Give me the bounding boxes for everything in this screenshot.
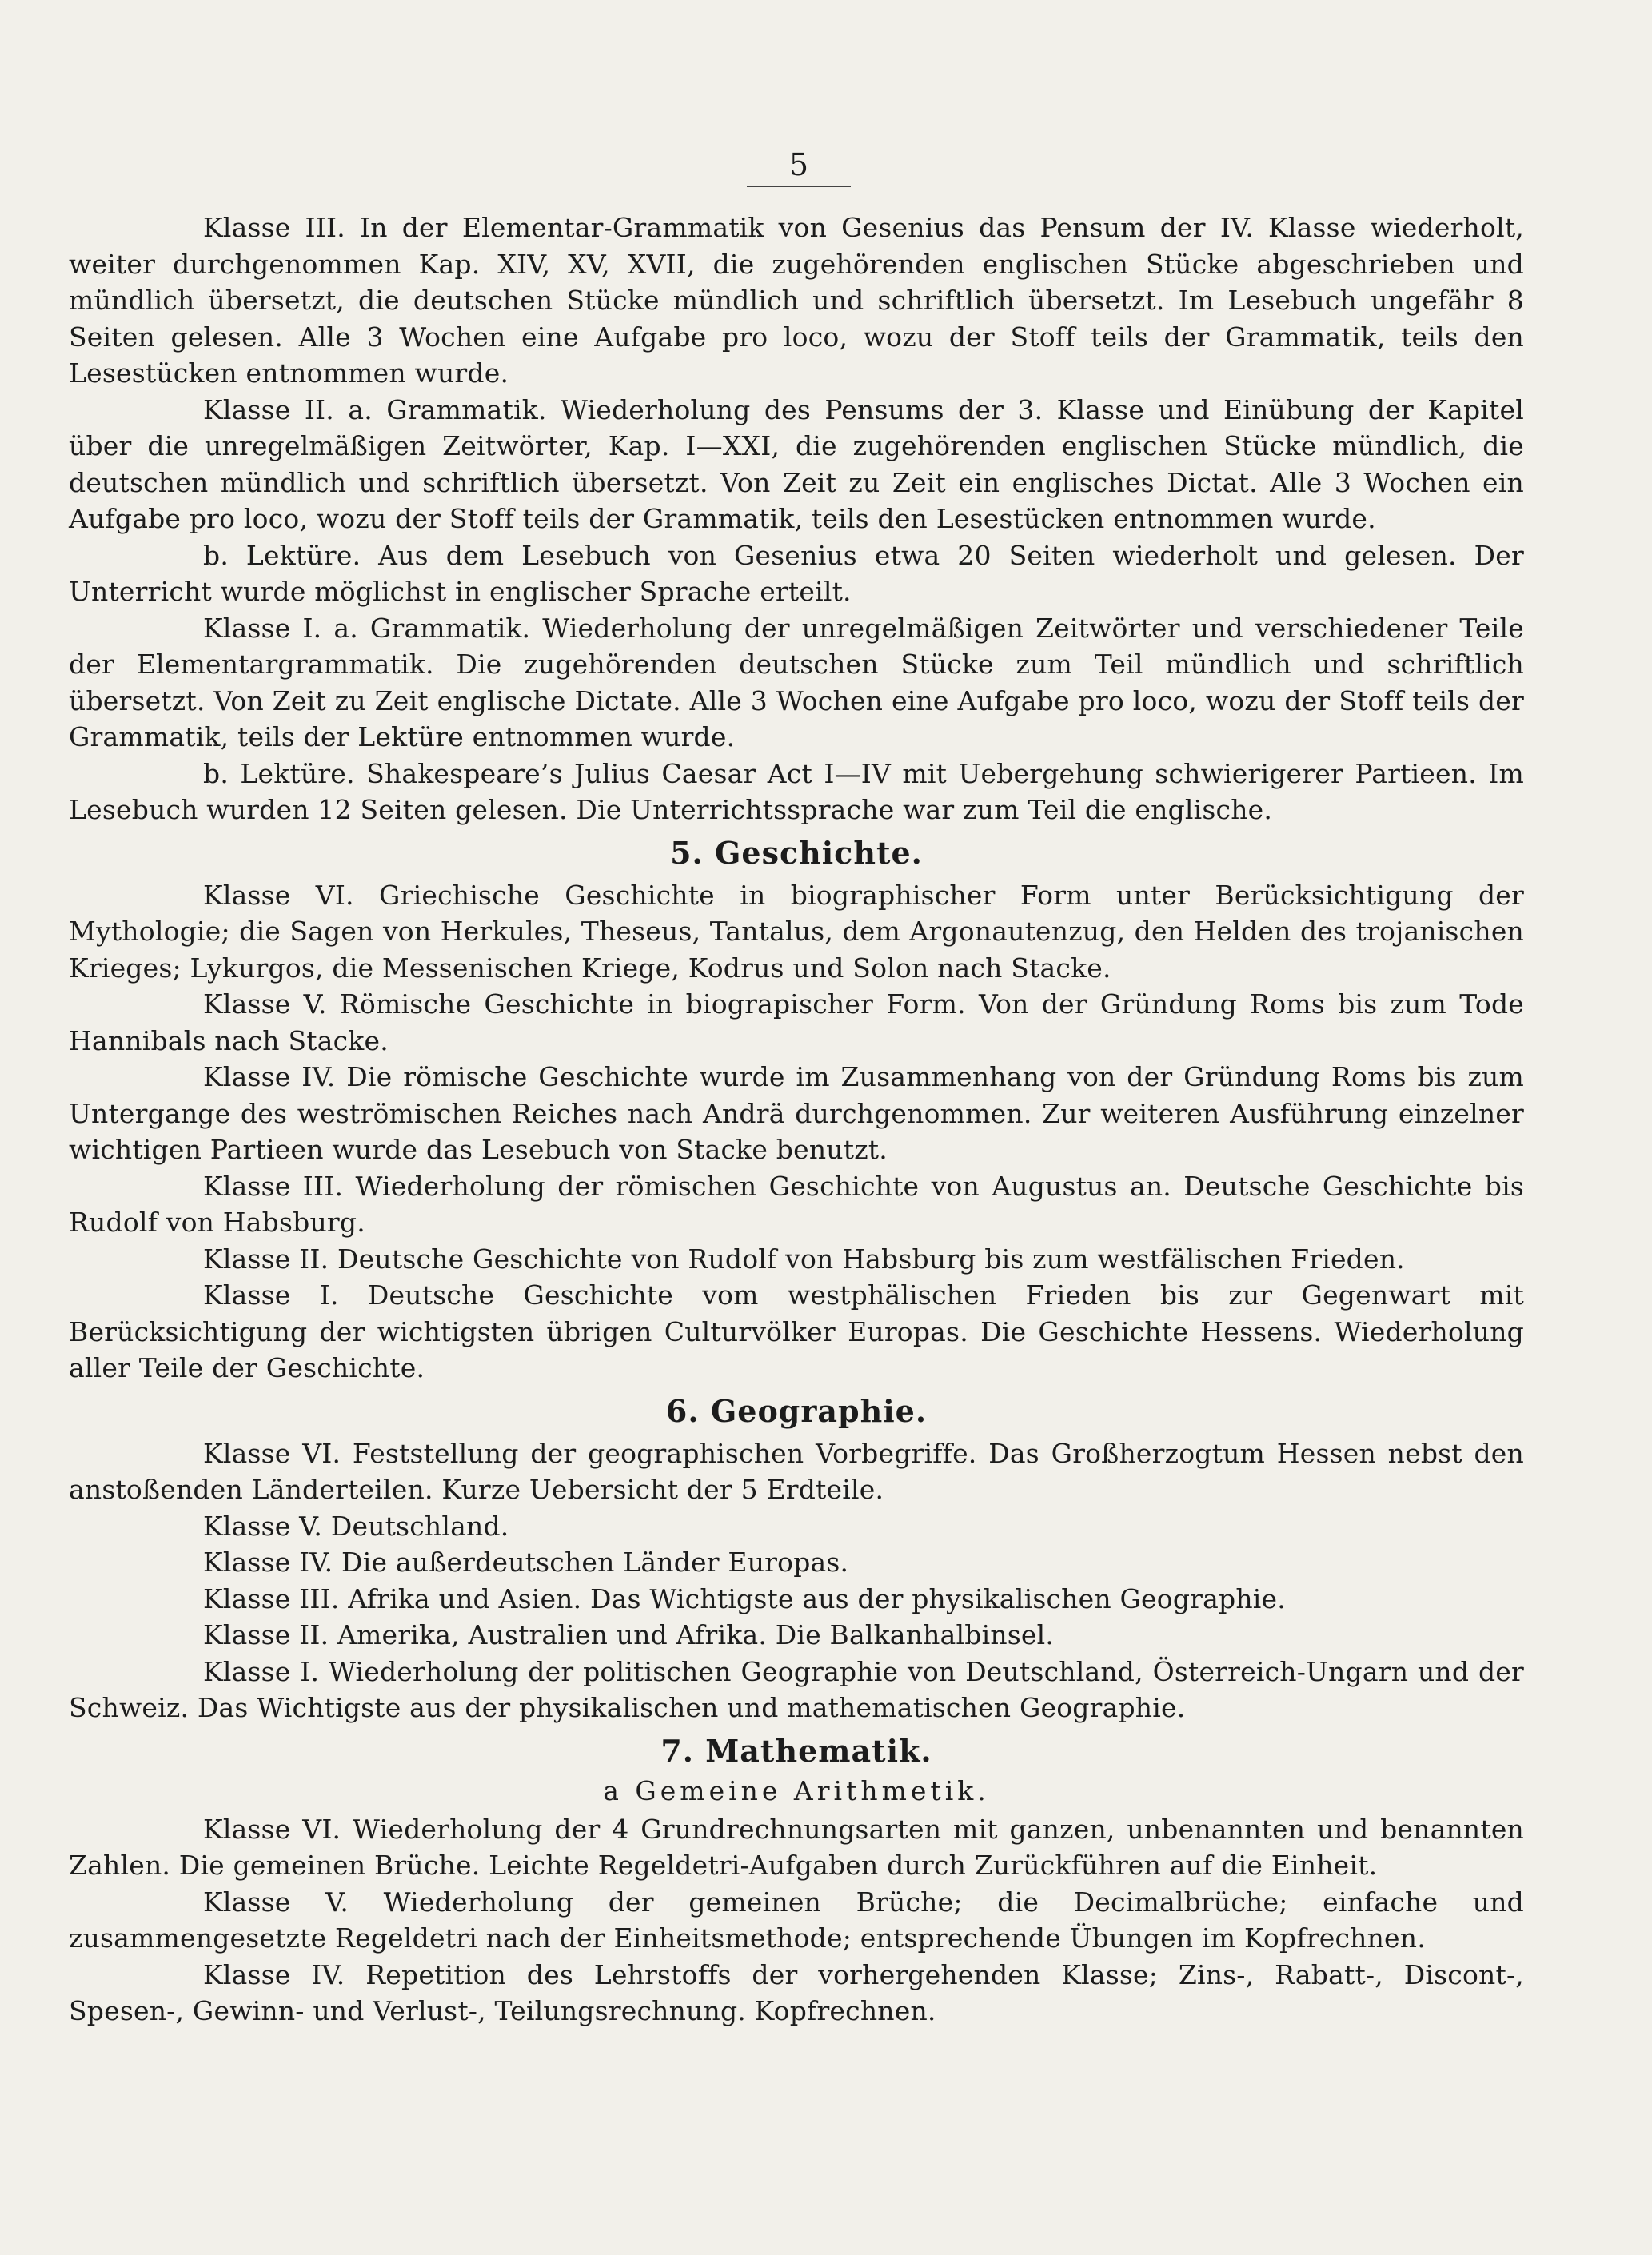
page-number-rule bbox=[747, 186, 851, 187]
paragraph: Klasse VI. Wiederholung der 4 Grundrechnungsarten mit ganzen, unbenannten und benannten Zahlen. Die gemeinen Brüche. Leichte Regeldetri-Aufgaben durch Zurückführen auf die Einheit. bbox=[69, 1813, 1524, 1881]
page-number: 5 bbox=[788, 147, 809, 182]
paragraph: Klasse IV. Die römische Geschichte wurde im Zusammenhang von der Gründung Roms bis zum Untergange des weströmischen Reiches nach Andrä durchgenommen. Zur weiteren Ausführung einzelner wichtigen Partieen wurde das Lesebuch von Stacke benutzt. bbox=[69, 1061, 1524, 1165]
paragraph: Klasse V. Römische Geschichte in biograpischer Form. Von der Gründung Roms bis zum Tode Hannibals nach Stacke. bbox=[69, 988, 1524, 1056]
paragraph: Klasse I. Wiederholung der politischen Geographie von Deutschland, Österreich-Ungarn und der Schweiz. Das Wichtigste aus der physikalischen und mathematischen Geographie. bbox=[69, 1655, 1524, 1723]
paragraph: Klasse I. a. Grammatik. Wiederholung der unregelmäßigen Zeitwörter und verschiedener Teile der Elementargrammatik. Die zugehörenden deutschen Stücke zum Teil mündlich und schriftlich übersetzt. Von Zeit zu Zeit englische Dictate. Alle 3 Wochen eine Aufgabe pro loco, wozu der Stoff teils der Grammatik, teils der Lektüre entnommen wurde. bbox=[69, 612, 1524, 752]
paragraph: Klasse III. Afrika und Asien. Das Wichtigste aus der physikalischen Geographie. bbox=[203, 1582, 1286, 1614]
paragraph: Klasse III. Wiederholung der römischen Geschichte von Augustus an. Deutsche Geschichte bis Rudolf von Habsburg. bbox=[69, 1170, 1524, 1238]
subsection-heading: a Gemeine Arithmetik. bbox=[603, 1774, 990, 1806]
paragraph: Klasse IV. Repetition des Lehrstoffs der vorhergehenden Klasse; Zins-, Rabatt-, Discont-, Spesen-, Gewinn- und Verlust-, Teilungsrechnung. Kopfrechnen. bbox=[69, 1958, 1524, 2026]
paragraph: Klasse V. Wiederholung der gemeinen Brüche; die Decimalbrüche; einfache und zusammengesetzte Regeldetri nach der Einheitsmethode; entsprechende Übungen im Kopfrechnen. bbox=[69, 1886, 1524, 1954]
paragraph: Klasse II. Deutsche Geschichte von Rudolf von Habsburg bis zum westfälischen Frieden. bbox=[203, 1243, 1405, 1275]
document-body bbox=[69, 210, 1524, 2030]
paragraph: Klasse II. Amerika, Australien und Afrika. Die Balkanhalbinsel. bbox=[203, 1619, 1055, 1650]
paragraph: Klasse IV. Die außerdeutschen Länder Europas. bbox=[203, 1547, 849, 1578]
paragraph: Klasse III. In der Elementar-Grammatik von Gesenius das Pensum der IV. Klasse wiederholt, weiter durchgenommen Kap. XIV, XV, XVII, die zugehörenden englischen Stücke abgeschrieben und mündlich übersetzt, die deutschen Stücke mündlich und schriftlich übersetzt. Im Lesebuch ungefähr 8 Seiten gelesen. Alle 3 Wochen eine Aufgabe pro loco, wozu der Stoff teils der Grammatik, teils den Lesestücken entnommen wurde. bbox=[69, 212, 1524, 389]
paragraph: Klasse VI. Feststellung der geographischen Vorbegriffe. Das Großherzogtum Hessen nebst den anstoßenden Länderteilen. Kurze Uebersicht der 5 Erdteile. bbox=[69, 1437, 1524, 1505]
paragraph: Klasse II. a. Grammatik. Wiederholung des Pensums der 3. Klasse und Einübung der Kapitel über die unregelmäßigen Zeitwörter, Kap. I—XXI, die zugehörenden englischen Stücke mündlich, die deutschen mündlich und schriftlich übersetzt. Von Zeit zu Zeit ein englisches Dictat. Alle 3 Wochen ein Aufgabe pro loco, wozu der Stoff teils der Grammatik, teils den Lesestücken entnommen wurde. bbox=[69, 393, 1524, 534]
paragraph: b. Lektüre. Shakespeare’s Julius Caesar Act I—IV mit Uebergehung schwierigerer Partieen. Im Lesebuch wurden 12 Seiten gelesen. Die Unterrichtssprache war zum Teil die englische. bbox=[69, 757, 1524, 825]
paragraph: Klasse I. Deutsche Geschichte vom westphälischen Frieden bis zur Gegenwart mit Berücksichtigung der wichtigsten übrigen Culturvölker Europas. Die Geschichte Hessens. Wiederholung aller Teile der Geschichte. bbox=[69, 1279, 1524, 1383]
paragraph: b. Lektüre. Aus dem Lesebuch von Gesenius etwa 20 Seiten wiederholt und gelesen. Der Unterricht wurde möglichst in englischer Sprache erteilt. bbox=[69, 539, 1524, 607]
section-heading: 7. Mathematik. bbox=[660, 1732, 932, 1769]
section-heading: 6. Geographie. bbox=[665, 1392, 928, 1429]
section-heading: 5. Geschichte. bbox=[670, 834, 923, 871]
paragraph: Klasse VI. Griechische Geschichte in biographischer Form unter Berücksichtigung der Mythologie; die Sagen von Herkules, Theseus, Tantalus, dem Argonautenzug, den Helden des trojanischen Krieges; Lykurgos, die Messenischen Kriege, Kodrus und Solon nach Stacke. bbox=[69, 879, 1524, 984]
paragraph: Klasse V. Deutschland. bbox=[203, 1510, 509, 1542]
